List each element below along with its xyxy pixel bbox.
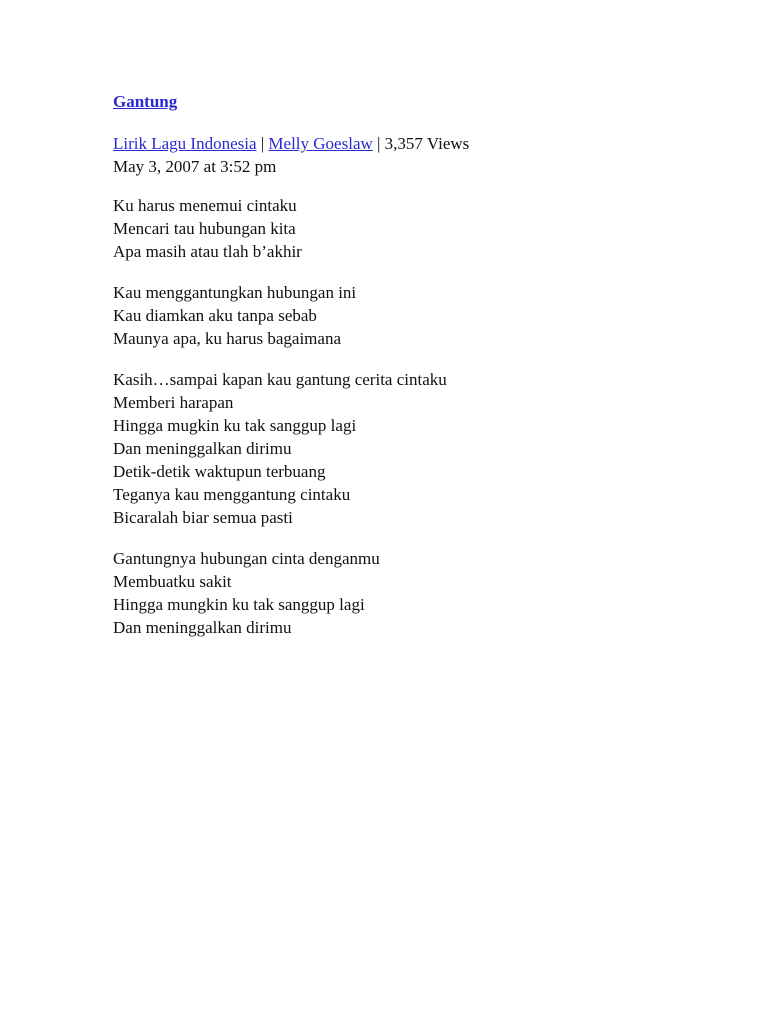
- artist-link[interactable]: Melly Goeslaw: [268, 134, 373, 153]
- lyrics-line: Detik-detik waktupun terbuang: [113, 462, 326, 481]
- post-title: [113, 88, 713, 116]
- lyrics-line: Mencari tau hubungan kita: [113, 219, 296, 238]
- post-meta-line: [113, 132, 713, 155]
- lyrics-line: Membuatku sakit: [113, 572, 232, 591]
- post-meta: [113, 132, 713, 178]
- view-count: 3,357 Views: [384, 134, 470, 153]
- lyrics-stanza: [113, 368, 713, 529]
- lyrics-body: [113, 194, 713, 639]
- lyrics-line: Maunya apa, ku harus bagaimana: [113, 329, 341, 348]
- lyrics-line: Teganya kau menggantung cintaku: [113, 485, 351, 504]
- lyrics-line: Hingga mugkin ku tak sanggup lagi: [113, 416, 357, 435]
- post-date: May 3, 2007 at 3:52 pm: [113, 157, 277, 176]
- lyrics-line: Gantungnya hubungan cinta denganmu: [113, 549, 380, 568]
- lyrics-line: Bicaralah biar semua pasti: [113, 508, 293, 527]
- lyrics-line: Kau menggantungkan hubungan ini: [113, 283, 357, 302]
- lyrics-document: [113, 88, 713, 657]
- meta-separator: |: [260, 134, 265, 153]
- category-link[interactable]: Lirik Lagu Indonesia: [113, 134, 257, 153]
- meta-separator: |: [377, 134, 381, 153]
- lyrics-line: Ku harus menemui cintaku: [113, 196, 297, 215]
- post-title-link[interactable]: Gantung: [113, 92, 178, 111]
- lyrics-stanza: [113, 194, 713, 263]
- lyrics-line: Dan meninggalkan dirimu: [113, 439, 292, 458]
- lyrics-line: Hingga mungkin ku tak sanggup lagi: [113, 595, 365, 614]
- lyrics-stanza: [113, 281, 713, 350]
- lyrics-line: Kau diamkan aku tanpa sebab: [113, 306, 317, 325]
- lyrics-line: Kasih…sampai kapan kau gantung cerita cintaku: [113, 370, 447, 389]
- lyrics-line: Memberi harapan: [113, 393, 234, 412]
- lyrics-line: Dan meninggalkan dirimu: [113, 618, 292, 637]
- lyrics-stanza: [113, 547, 713, 639]
- lyrics-line: Apa masih atau tlah b’akhir: [113, 242, 302, 261]
